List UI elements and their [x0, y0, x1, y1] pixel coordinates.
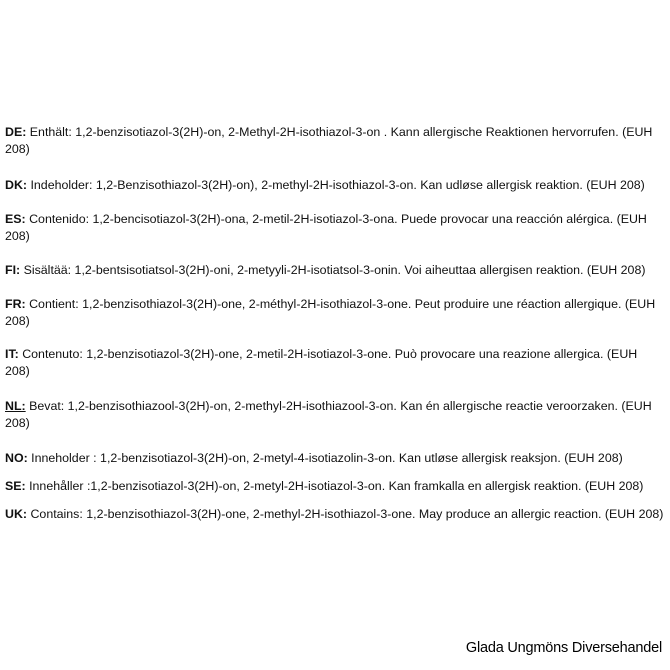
language-code: FI: [5, 263, 21, 277]
language-code: UK: [5, 507, 28, 521]
language-code: DE: [5, 125, 27, 139]
entry-fr [5, 296, 665, 330]
entry-de [5, 124, 665, 158]
language-code: SE: [5, 479, 26, 493]
entry-text: Innehåller :1,2-benzisotiazol-3(2H)-on, 2-metyl-2H-isotiazol-3-on. Kan framkalla en allergisk reaktion. (EUH 208) [25, 479, 644, 493]
entry-text: Contenuto: 1,2-benzisotiazol-3(2H)-one, 2-metil-2H-isotiazol-3-one. Può provocare una reazione allergica. (EUH 208) [5, 347, 638, 378]
entry-no [5, 450, 665, 467]
entry-es [5, 211, 665, 245]
entry-text: Contenido: 1,2-bencisotiazol-3(2H)-ona, 2-metil-2H-isotiazol-3-ona. Puede provocar una reacción alérgica. (EUH 208) [5, 212, 647, 243]
entry-text: Inneholder : 1,2-benzisotiazol-3(2H)-on, 2-metyl-4-isotiazolin-3-on. Kan utløse allergisk reaksjon. (EUH 208) [27, 451, 623, 465]
entry-se [5, 478, 665, 495]
footer-label: Glada Ungmöns Diversehandel [465, 640, 662, 656]
entry-dk [5, 177, 665, 194]
language-code: NL: [5, 399, 26, 413]
language-code: DK: [5, 178, 28, 192]
document-body [5, 124, 665, 523]
entry-text: Bevat: 1,2-benzisothiazool-3(2H)-on, 2-methyl-2H-isothiazool-3-on. Kan én allergische reactie veroorzaken. (EUH 208) [5, 399, 652, 430]
entry-uk [5, 506, 665, 523]
entry-nl [5, 398, 665, 432]
entry-fi [5, 262, 665, 279]
language-code: ES: [5, 212, 26, 226]
language-code: NO: [5, 451, 28, 465]
language-code: IT: [5, 347, 19, 361]
language-code: FR: [5, 297, 26, 311]
entry-text: Sisältää: 1,2-bentsisotiatsol-3(2H)-oni, 2-metyyli-2H-isotiatsol-3-onin. Voi aiheuttaa allergisen reaktion. (EUH 208) [20, 263, 646, 277]
entry-text: Enthält: 1,2-benzisotiazol-3(2H)-on, 2-Methyl-2H-isothiazol-3-on . Kann allergische Reaktionen hervorrufen. (EUH 208) [5, 125, 653, 156]
entry-it [5, 346, 665, 380]
entry-text: Contains: 1,2-benzisothiazol-3(2H)-one, 2-methyl-2H-isothiazol-3-one. May produce an allergic reaction. (EUH 208) [27, 507, 664, 521]
entry-text: Contient: 1,2-benzisothiazol-3(2H)-one, 2-méthyl-2H-isothiazol-3-one. Peut produire une réaction allergique. (EUH 208) [5, 297, 656, 328]
entry-text: Indeholder: 1,2-Benzisothiazol-3(2H)-on), 2-methyl-2H-isothiazol-3-on. Kan udløse allergisk reaktion. (EUH 208) [27, 178, 645, 192]
